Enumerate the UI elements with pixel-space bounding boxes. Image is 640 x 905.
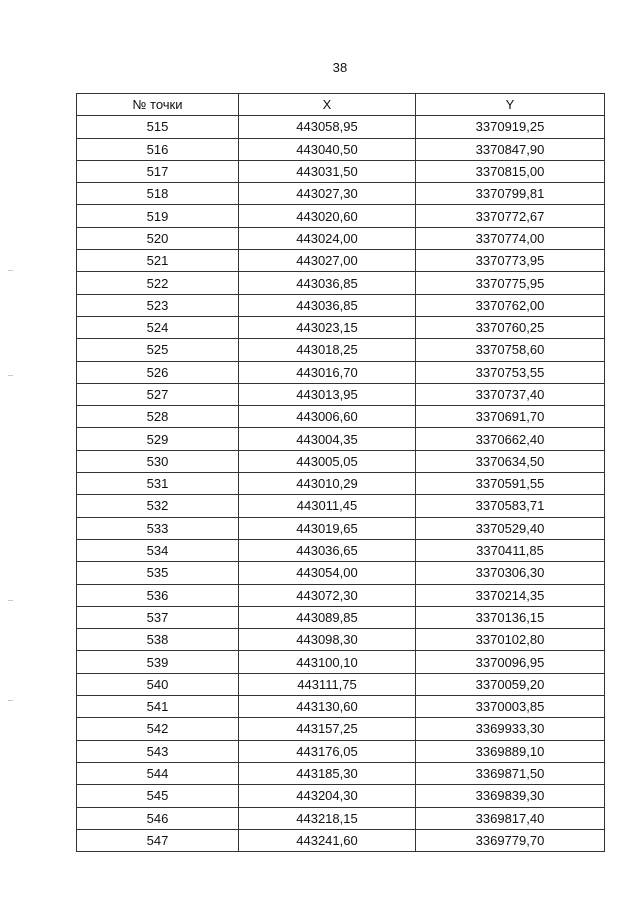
table-row [77, 183, 605, 205]
x-cell: 443010,29 [239, 473, 416, 495]
table-row [77, 606, 605, 628]
table-row [77, 383, 605, 405]
point-number-cell: 538 [77, 629, 239, 651]
y-cell: 3370102,80 [416, 629, 605, 651]
x-cell: 443036,65 [239, 539, 416, 561]
table-row [77, 651, 605, 673]
y-cell: 3370662,40 [416, 428, 605, 450]
x-cell: 443176,05 [239, 740, 416, 762]
y-cell: 3369779,70 [416, 829, 605, 851]
x-cell: 443004,35 [239, 428, 416, 450]
y-cell: 3369889,10 [416, 740, 605, 762]
table-row [77, 762, 605, 784]
y-cell: 3370799,81 [416, 183, 605, 205]
point-number-cell: 532 [77, 495, 239, 517]
table-row [77, 473, 605, 495]
table-row [77, 339, 605, 361]
point-number-cell: 516 [77, 138, 239, 160]
point-number-cell: 518 [77, 183, 239, 205]
table-row [77, 428, 605, 450]
point-number-cell: 542 [77, 718, 239, 740]
x-cell: 443089,85 [239, 606, 416, 628]
point-number-cell: 515 [77, 116, 239, 138]
y-cell: 3370815,00 [416, 160, 605, 182]
y-cell: 3370591,55 [416, 473, 605, 495]
table-body [77, 116, 605, 852]
x-cell: 443241,60 [239, 829, 416, 851]
scan-margin-mark [8, 700, 13, 701]
column-header-y: Y [416, 94, 605, 116]
point-number-cell: 533 [77, 517, 239, 539]
table-row [77, 116, 605, 138]
point-number-cell: 541 [77, 696, 239, 718]
table-row [77, 517, 605, 539]
table-row [77, 272, 605, 294]
y-cell: 3369817,40 [416, 807, 605, 829]
table-row [77, 584, 605, 606]
table-row [77, 562, 605, 584]
table-row [77, 450, 605, 472]
table-row [77, 227, 605, 249]
x-cell: 443006,60 [239, 406, 416, 428]
y-cell: 3370847,90 [416, 138, 605, 160]
x-cell: 443036,85 [239, 294, 416, 316]
y-cell: 3370919,25 [416, 116, 605, 138]
y-cell: 3369871,50 [416, 762, 605, 784]
scan-margin-mark [8, 600, 13, 601]
x-cell: 443218,15 [239, 807, 416, 829]
point-number-cell: 521 [77, 250, 239, 272]
y-cell: 3370760,25 [416, 316, 605, 338]
point-number-cell: 528 [77, 406, 239, 428]
point-number-cell: 520 [77, 227, 239, 249]
y-cell: 3370136,15 [416, 606, 605, 628]
column-header-point-number: № точки [77, 94, 239, 116]
x-cell: 443054,00 [239, 562, 416, 584]
table-row [77, 740, 605, 762]
point-number-cell: 527 [77, 383, 239, 405]
table-row [77, 785, 605, 807]
x-cell: 443111,75 [239, 673, 416, 695]
x-cell: 443018,25 [239, 339, 416, 361]
table-row [77, 539, 605, 561]
y-cell: 3370773,95 [416, 250, 605, 272]
table-row [77, 160, 605, 182]
point-number-cell: 543 [77, 740, 239, 762]
y-cell: 3370762,00 [416, 294, 605, 316]
y-cell: 3370775,95 [416, 272, 605, 294]
y-cell: 3370529,40 [416, 517, 605, 539]
x-cell: 443023,15 [239, 316, 416, 338]
table-row [77, 673, 605, 695]
table-row [77, 807, 605, 829]
y-cell: 3370059,20 [416, 673, 605, 695]
page-number: 38 [332, 60, 348, 75]
point-number-cell: 531 [77, 473, 239, 495]
y-cell: 3370306,30 [416, 562, 605, 584]
y-cell: 3370583,71 [416, 495, 605, 517]
x-cell: 443157,25 [239, 718, 416, 740]
x-cell: 443040,50 [239, 138, 416, 160]
x-cell: 443036,85 [239, 272, 416, 294]
x-cell: 443130,60 [239, 696, 416, 718]
point-number-cell: 517 [77, 160, 239, 182]
point-number-cell: 529 [77, 428, 239, 450]
point-number-cell: 522 [77, 272, 239, 294]
table-row [77, 361, 605, 383]
x-cell: 443020,60 [239, 205, 416, 227]
y-cell: 3370214,35 [416, 584, 605, 606]
table-row [77, 829, 605, 851]
y-cell: 3369839,30 [416, 785, 605, 807]
table-row [77, 138, 605, 160]
y-cell: 3370753,55 [416, 361, 605, 383]
y-cell: 3370411,85 [416, 539, 605, 561]
y-cell: 3370772,67 [416, 205, 605, 227]
point-number-cell: 539 [77, 651, 239, 673]
point-number-cell: 526 [77, 361, 239, 383]
point-number-cell: 544 [77, 762, 239, 784]
point-number-cell: 535 [77, 562, 239, 584]
y-cell: 3370737,40 [416, 383, 605, 405]
point-number-cell: 534 [77, 539, 239, 561]
y-cell: 3370634,50 [416, 450, 605, 472]
scan-margin-mark [8, 270, 13, 271]
y-cell: 3370096,95 [416, 651, 605, 673]
x-cell: 443100,10 [239, 651, 416, 673]
point-number-cell: 537 [77, 606, 239, 628]
table-row [77, 406, 605, 428]
point-number-cell: 540 [77, 673, 239, 695]
x-cell: 443027,30 [239, 183, 416, 205]
table-row [77, 205, 605, 227]
x-cell: 443027,00 [239, 250, 416, 272]
table-row [77, 316, 605, 338]
x-cell: 443058,95 [239, 116, 416, 138]
x-cell: 443204,30 [239, 785, 416, 807]
x-cell: 443011,45 [239, 495, 416, 517]
column-header-x: X [239, 94, 416, 116]
y-cell: 3370758,60 [416, 339, 605, 361]
scan-margin-mark [8, 375, 13, 376]
point-number-cell: 536 [77, 584, 239, 606]
x-cell: 443005,05 [239, 450, 416, 472]
point-number-cell: 546 [77, 807, 239, 829]
x-cell: 443098,30 [239, 629, 416, 651]
table-row [77, 718, 605, 740]
x-cell: 443185,30 [239, 762, 416, 784]
y-cell: 3370003,85 [416, 696, 605, 718]
table-row [77, 495, 605, 517]
x-cell: 443013,95 [239, 383, 416, 405]
point-number-cell: 525 [77, 339, 239, 361]
table-row [77, 294, 605, 316]
point-number-cell: 524 [77, 316, 239, 338]
table-header-row [77, 94, 605, 116]
y-cell: 3369933,30 [416, 718, 605, 740]
table-row [77, 250, 605, 272]
coordinates-table [76, 93, 605, 852]
point-number-cell: 547 [77, 829, 239, 851]
y-cell: 3370691,70 [416, 406, 605, 428]
point-number-cell: 530 [77, 450, 239, 472]
point-number-cell: 545 [77, 785, 239, 807]
point-number-cell: 519 [77, 205, 239, 227]
point-number-cell: 523 [77, 294, 239, 316]
x-cell: 443072,30 [239, 584, 416, 606]
x-cell: 443024,00 [239, 227, 416, 249]
x-cell: 443019,65 [239, 517, 416, 539]
table-row [77, 696, 605, 718]
table-row [77, 629, 605, 651]
x-cell: 443016,70 [239, 361, 416, 383]
x-cell: 443031,50 [239, 160, 416, 182]
y-cell: 3370774,00 [416, 227, 605, 249]
